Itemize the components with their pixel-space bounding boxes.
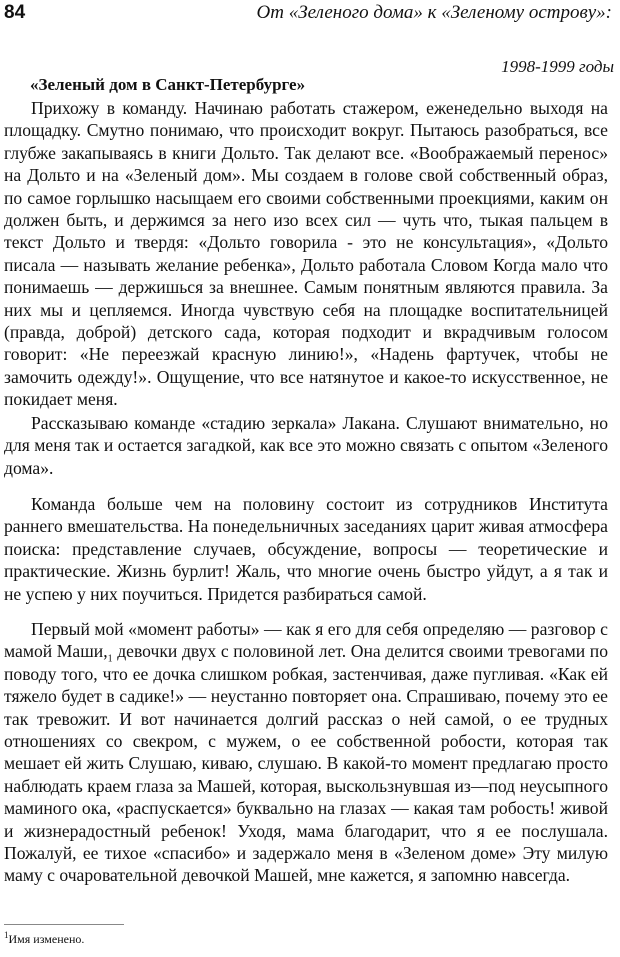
running-title: От «Зеленого дома» к «Зеленому острову»:: [256, 2, 612, 23]
footnote-text: Имя изменено.: [8, 932, 85, 946]
footnote-number: 1: [4, 930, 9, 940]
footnote-reference[interactable]: 1: [107, 653, 113, 665]
paragraph-arrival: Прихожу в команду. Начинаю работать стажером, еженедельно выходя на площадку. Смутно понимаю, что происходит вокруг. Пытаюсь разобраться, все глубже закапываясь в книги Дольто. Так делают все. «Воображаемый перенос» на Дольто и на «Зеленый дом». Мы создаем в голове свой собственный образ, по самое горлышко насыщаем его своими собственными проекциями, каким он должен быть, и держимся за него изо всех сил — чуть что, тыкая пальцем в текст Дольто и твердя: «Дольто говорила - это не консультация», «Дольто писала — называть желание ребенка», Дольто работала Словом Когда мало что понимаешь — держишься за внешнее. Самым понятным являются правила. За них мы и цепляемся. Иногда чувствую себя на площадке воспитательницей (правда, доброй) детского сада, которая подходит и вкрадчивым голосом говорит: «Не переезжай красную линию!», «Надень фартучек, чтобы не замочить одежду!». Ощущение, что все натянутое и какое-то искусственное, не покидает меня.: [4, 98, 608, 410]
footnote-divider: [4, 924, 124, 925]
paragraph-first-moment: [4, 618, 608, 887]
paragraph-first-moment-part1: Первый мой «момент работы» — как я его для себя определяю — разговор с мамой Маши,: [4, 619, 608, 662]
footnote: [4, 931, 84, 947]
section-heading: «Зеленый дом в Санкт-Петербурге»: [30, 75, 306, 94]
paragraph-first-moment-part2: девочки двух с половиной лет. Она делится своими тревогами по поводу того, что ее дочка слишком робкая, застенчивая, даже пугливая. «Как ей тяжело будет в садике!» — неустанно повторяет она. Спрашиваю, почему это ее так тревожит. И вот начинается долгий рассказ о ней самой, о ее трудных отношениях со свекром, с мужем, о ее собственной робости, которая так мешает ей жить Слушаю, киваю, слушаю. В какой-то момент предлагаю просто наблюдать краем глаза за Машей, которая, выскользнувшая из—под неусыпного маминого ока, «распускается» буквально на глазах — какая там робость! живой и жизнерадостный ребенок! Уходя, мама благодарит, что я ее послушала. Пожалуй, ее тихое «спасибо» и задержало меня в «Зеленом доме» Эту милую маму с очаровательной девочкой Машей, мне кажется, я запомню навсегда.: [4, 641, 608, 886]
paragraph-team: Команда больше чем на половину состоит из сотрудников Института раннего вмешательства. На понедельничных заседаниях царит живая атмосфера поиска: представление случаев, обсуждение, вопросы — теоретические и практические. Жизнь бурлит! Жаль, что многие очень быстро уйдут, а я так и не успею у них поучиться. Придется разбираться самой.: [4, 494, 608, 604]
section-dates: 1998-1999 годы: [501, 57, 614, 76]
page-number: 84: [4, 2, 26, 23]
paragraph-lacan: Рассказываю команде «стадию зеркала» Лакана. Слушают внимательно, но для меня так и остается загадкой, как все это можно связать с опытом «Зеленого дома».: [4, 413, 608, 478]
